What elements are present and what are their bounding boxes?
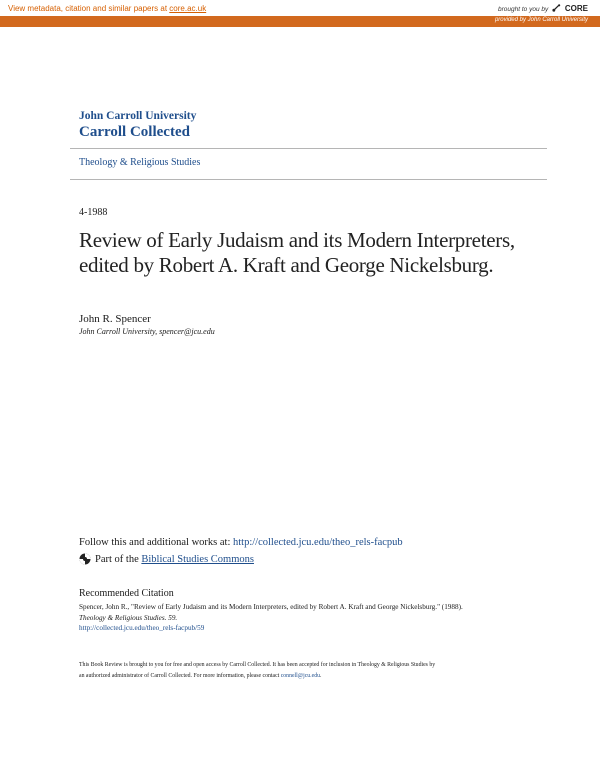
follow-prefix: Follow this and additional works at: (79, 537, 233, 548)
series-link[interactable]: Theology & Religious Studies (79, 157, 201, 168)
core-metadata-text (8, 4, 206, 13)
biblical-studies-commons-link[interactable]: Biblical Studies Commons (141, 553, 254, 565)
divider-bottom (70, 179, 547, 180)
citation-heading: Recommended Citation (79, 588, 174, 599)
core-metadata-prefix: View metadata, citation and similar papers at (8, 4, 170, 13)
citation-line-1: Spencer, John R., "Review of Early Judaism and its Modern Interpreters, edited by Robert A. Kraft and George Nickelsburg." (1988). (79, 603, 463, 611)
university-name: John Carroll University (79, 110, 197, 122)
core-logo-icon (552, 4, 561, 12)
provider-bar (0, 16, 600, 27)
author-name: John R. Spencer (79, 313, 151, 325)
footer-line-2 (79, 671, 549, 682)
part-of-prefix: Part of the (95, 553, 139, 565)
footer-line-1: This Book Review is brought to you for free and open access by Carroll Collected. It has been accepted for inclusion in Theology & Religious Studies by (79, 662, 436, 668)
follow-works (79, 537, 403, 548)
provided-by-text: provided by John Carroll University (494, 17, 588, 23)
repository-name: Carroll Collected (79, 124, 190, 140)
network-commons-icon (79, 553, 91, 565)
citation-url-link[interactable]: http://collected.jcu.edu/theo_rels-facpub/59 (79, 624, 205, 632)
contact-email-link[interactable]: connell@jcu.edu (280, 673, 321, 679)
citation-body (79, 602, 549, 634)
institution-logo[interactable] (79, 110, 196, 141)
follow-url-link[interactable]: http://collected.jcu.edu/theo_rels-facpub (233, 537, 403, 548)
brought-to-you-text: brought to you by (498, 6, 549, 13)
author-affiliation: John Carroll University, spencer@jcu.edu (79, 327, 215, 336)
core-label: CORE (564, 4, 588, 13)
article-title: Review of Early Judaism and its Modern Interpreters, edited by Robert A. Kraft and George Nickelsburg. (79, 228, 515, 277)
core-topbar (0, 0, 600, 16)
core-link[interactable]: core.ac.uk (169, 4, 207, 13)
access-footer (79, 660, 549, 682)
footer-text-3: . (320, 673, 322, 679)
publication-date: 4-1988 (79, 207, 108, 218)
core-brand[interactable] (498, 4, 588, 13)
citation-line-2: Theology & Religious Studies. 59. (79, 613, 178, 622)
footer-text-2: an authorized administrator of Carroll Collected. For more information, please contact (79, 673, 281, 679)
divider-top (70, 148, 547, 149)
part-of-commons (79, 553, 254, 565)
